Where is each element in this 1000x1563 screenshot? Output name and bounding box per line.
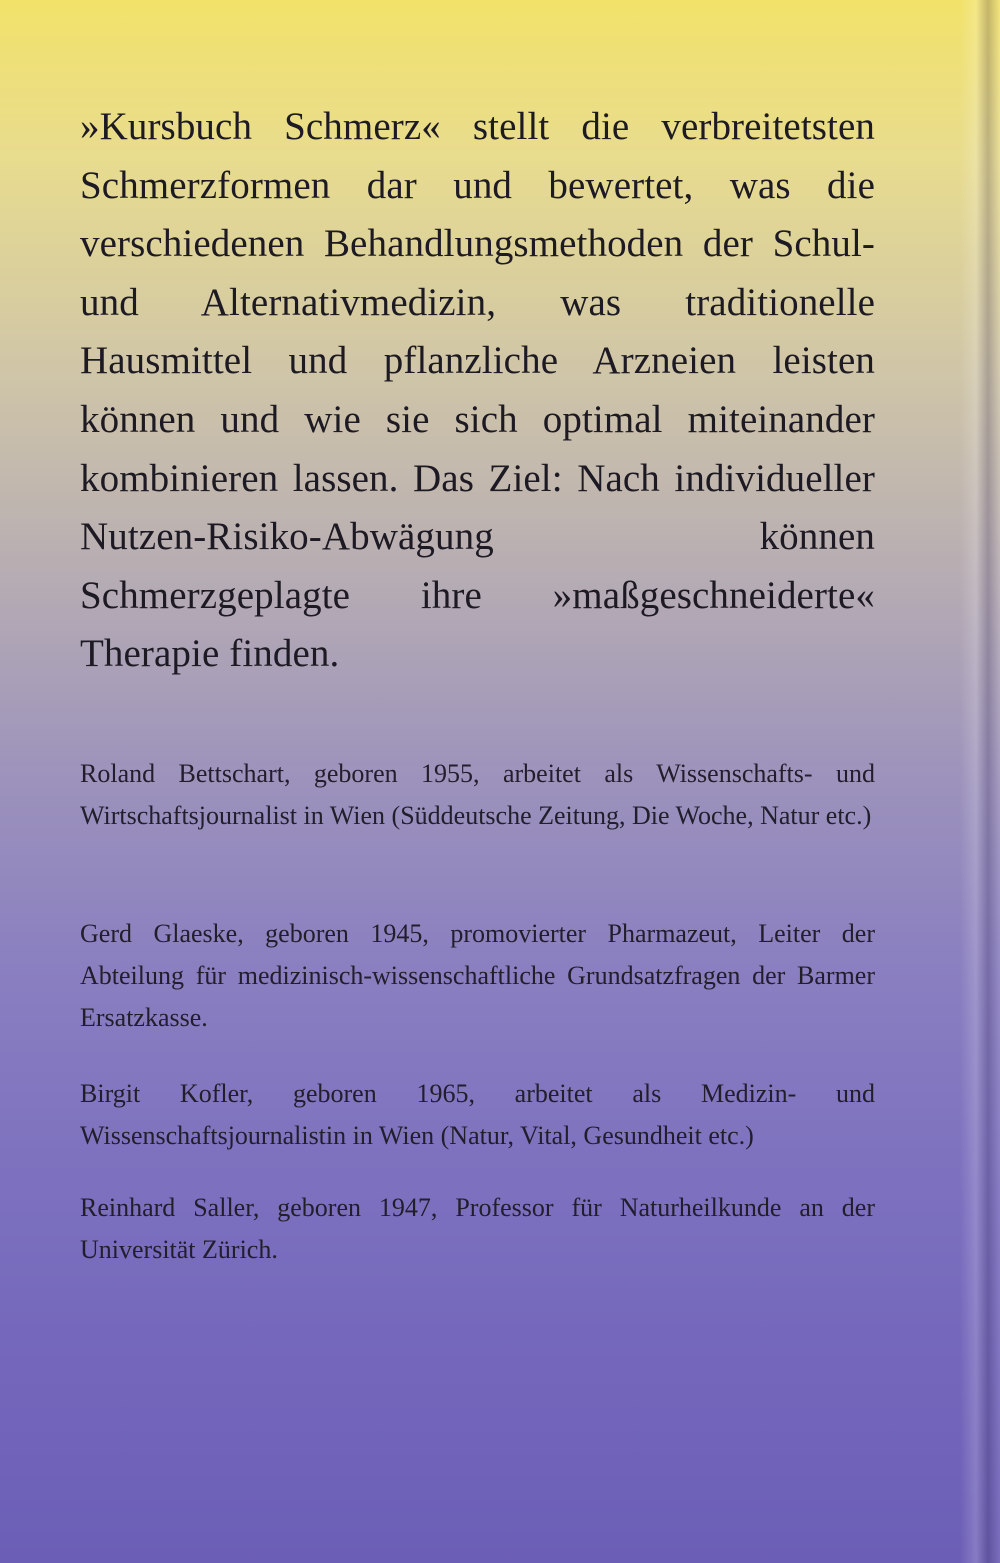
author-bio-bettschart: Roland Bettschart, geboren 1955, arbeitet als Wissenschafts- und Wirtschaftsjournalist in Wien (Süddeutsche Zeitung, Die Woche, Natur etc.) xyxy=(80,759,875,830)
author-bio-glaeske: Gerd Glaeske, geboren 1945, promovierter Pharmazeut, Leiter der Abteilung für medizinisch-wissenschaftliche Grundsatzfragen der Barmer Ersatzkasse. xyxy=(80,919,875,1032)
book-spine-edge xyxy=(960,0,1000,1563)
book-blurb: »Kursbuch Schmerz« stellt die verbreitetsten Schmerzformen dar und bewertet, was die verschiedenen Behandlungsmethoden der Schul- und Alternativmedizin, was traditionelle Hausmittel und pflanzliche Arzneien leisten können und wie sie sich optimal miteinander kombinieren lassen. Das Ziel: Nach individueller Nutzen-Risiko-Abwägung können Schmerzgeplagte ihre »maßgeschneiderte« Therapie finden. xyxy=(80,105,875,676)
author-bio-saller: Reinhard Saller, geboren 1947, Professor für Naturheilkunde an der Universität Zürich. xyxy=(80,1193,875,1264)
author-bio-kofler: Birgit Kofler, geboren 1965, arbeitet als Medizin- und Wissenschaftsjournalistin in Wien (Natur, Vital, Gesundheit etc.) xyxy=(80,1079,875,1150)
